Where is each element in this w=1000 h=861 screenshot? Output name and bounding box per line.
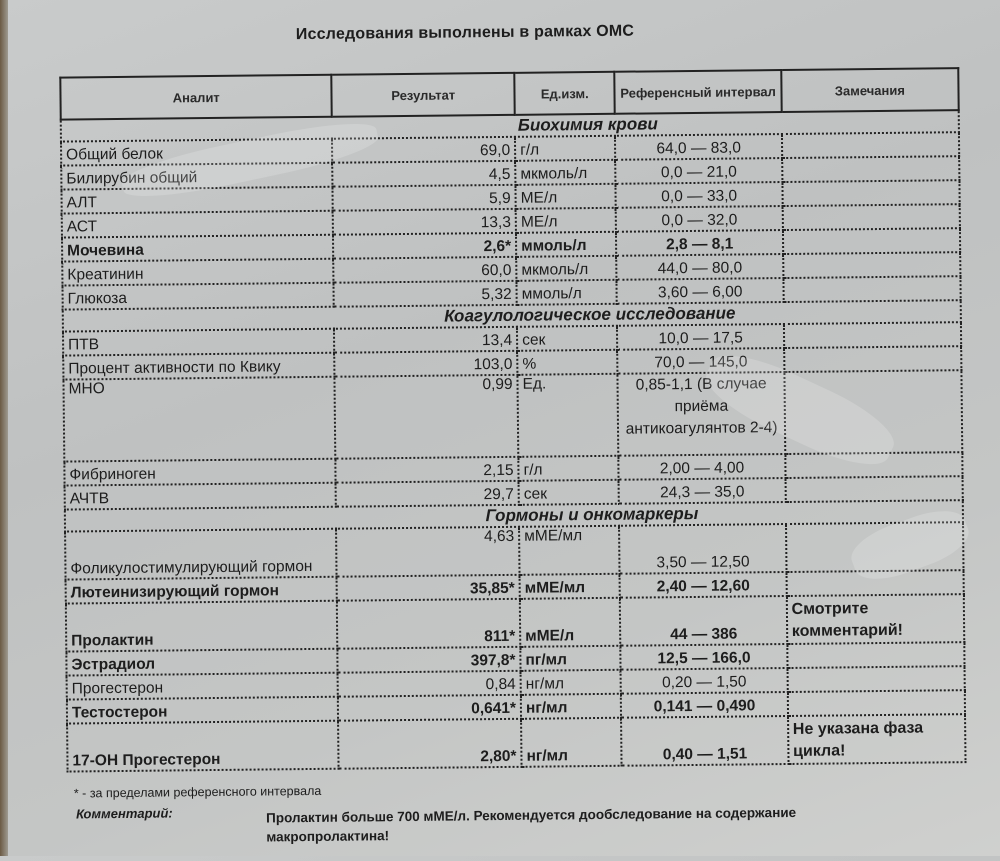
table-row: Процент активности по Квику 103,0 % 70,0 — 145,0 — [63, 346, 961, 379]
results-table — [59, 67, 966, 772]
table-row-flagged: Тестостерон 0,641* нг/мл 0,141 — 0,490 — [67, 690, 965, 723]
table-row: АЧТВ 29,7 сек 24,3 — 35,0 — [65, 476, 963, 509]
table-row-flagged: Эстрадиол 397,8* пг/мл 12,5 — 166,0 — [66, 642, 964, 675]
table-row: Креатинин 60,0 мкмоль/л 44,0 — 80,0 — [62, 252, 960, 285]
table-row: ПТВ 13,4 сек 10,0 — 17,5 — [63, 322, 961, 355]
table-row: МНО 0,99 Ед. 0,85-1,1 (В случае приёма антикоагулянтов 2-4) — [63, 370, 962, 461]
column-header-result: Результат — [332, 73, 515, 117]
table-row-flagged: Пролактин 811* мМЕ/л 44 — 386 Смотрите комментарий! — [66, 594, 964, 651]
table-row: Фибриноген 2,15 г/л 2,00 — 4,00 — [64, 452, 962, 485]
section-header-biochemistry: Биохимия крови — [61, 110, 959, 141]
table-row: Билирубин общий 4,5 мкмоль/л 0,0 — 21,0 — [61, 156, 959, 189]
table-row: АСТ 13,3 МЕ/л 0,0 — 32,0 — [62, 204, 960, 237]
remark-cycle-phase: Не указана фаза цикла! — [788, 714, 966, 764]
remark-see-comment: Смотрите комментарий! — [786, 594, 964, 644]
footnote: * - за пределами референсного интервала — [73, 783, 322, 801]
column-header-reference: Референсный интервал — [615, 70, 782, 114]
column-header-remarks: Замечания — [781, 68, 959, 112]
comment-label: Комментарий: — [75, 805, 173, 822]
table-row-flagged: Мочевина 2,6* ммоль/л 2,8 — 8,1 — [62, 228, 960, 261]
column-header-analyte: Аналит — [60, 75, 332, 120]
table-row-flagged: 17-ОН Прогестерон 2,80* нг/мл 0,40 — 1,51 Не указана фаза цикла! — [67, 714, 965, 771]
table-row: Прогестерон 0,84 нг/мл 0,20 — 1,50 — [67, 666, 965, 699]
section-header-hormones: Гормоны и онкомаркеры — [65, 500, 963, 531]
comment-text: Пролактин больше 700 мМЕ/л. Рекомендуется дообследование на содержание макропролактина! — [265, 804, 797, 845]
section-header-coagulation: Коагулологическое исследование — [63, 300, 961, 331]
table-row: Общий белок 69,0 г/л 64,0 — 83,0 — [61, 132, 959, 165]
document-title: Исследования выполнены в рамках ОМС — [295, 22, 635, 44]
table-row: Фоликулостимулирующий гормон 4,63 мМЕ/мл 3,50 — 12,50 — [65, 522, 963, 579]
table-row-flagged: Лютеинизирующий гормон 35,85* мМЕ/мл 2,40 — 12,60 — [66, 570, 964, 603]
table-row: Глюкоза 5,32 ммоль/л 3,60 — 6,00 — [62, 276, 960, 309]
column-header-unit: Ед.изм. — [514, 72, 615, 115]
table-row: АЛТ 5,9 МЕ/л 0,0 — 33,0 — [61, 180, 959, 213]
